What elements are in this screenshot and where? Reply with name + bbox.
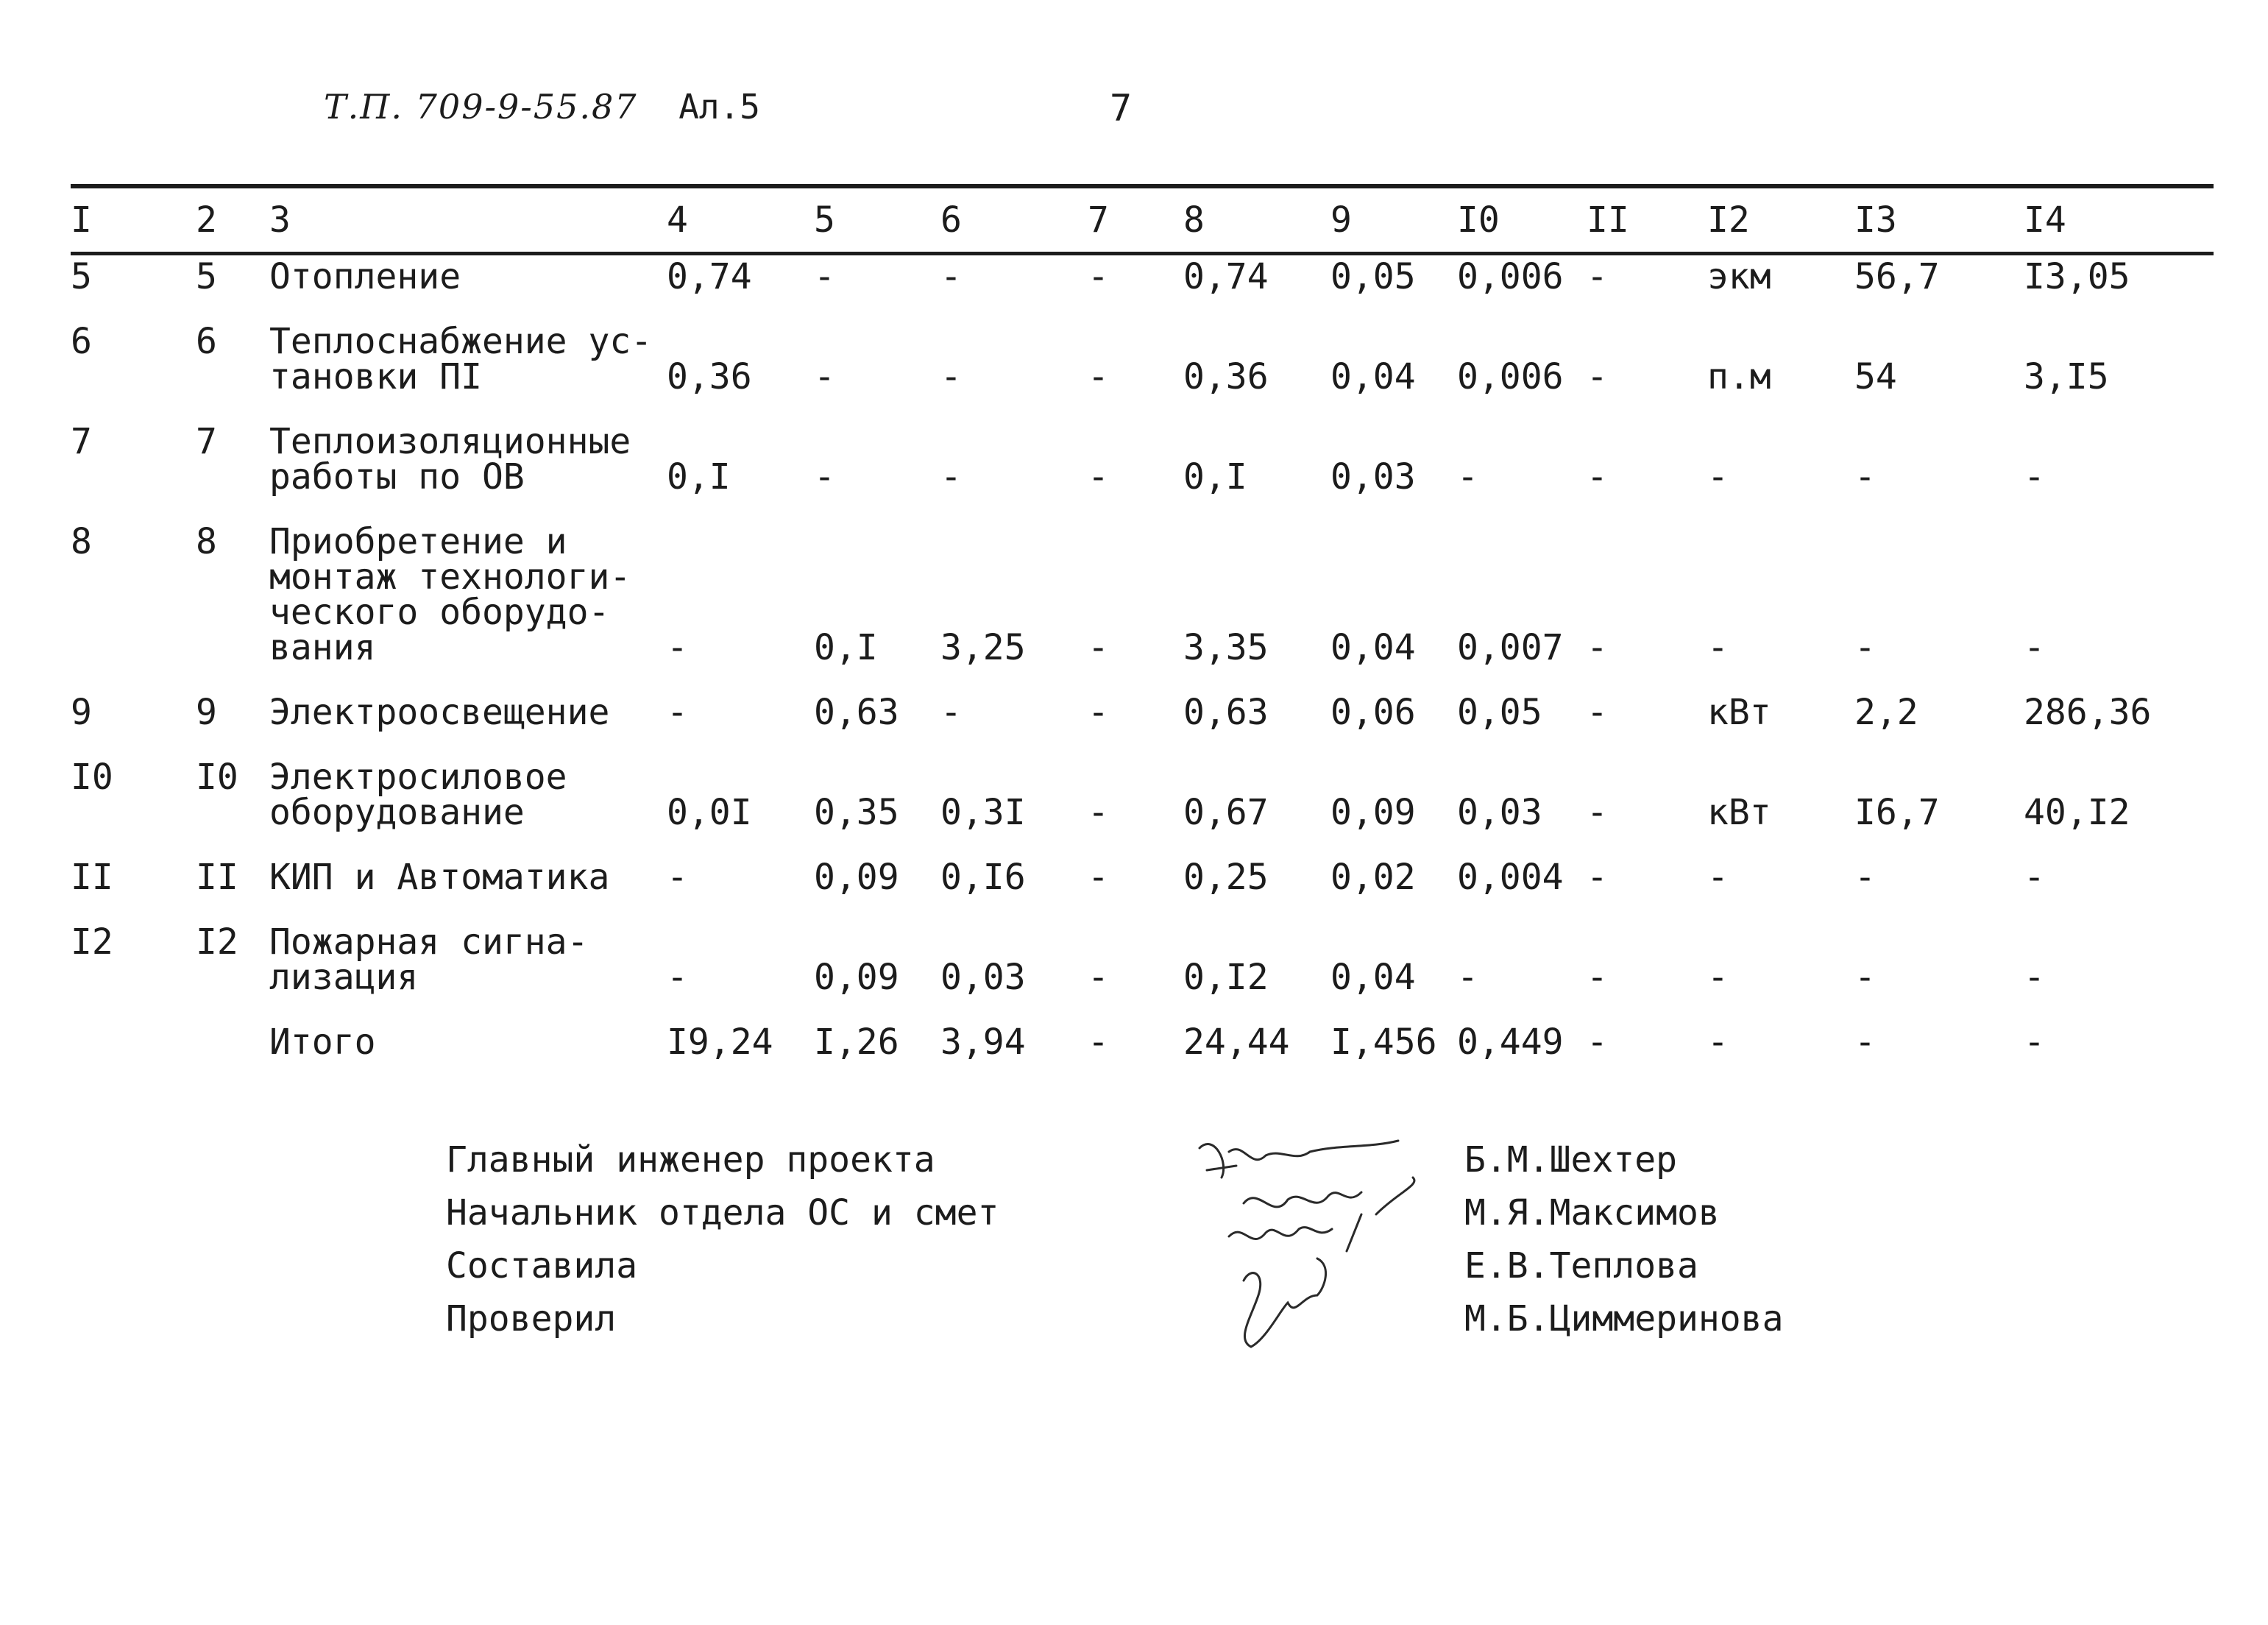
cell-value: - <box>1587 957 1608 998</box>
cell-value: 0,63 <box>1183 692 1269 733</box>
cell-value: - <box>1587 792 1608 833</box>
item-name-line: вания <box>269 627 376 668</box>
table-row <box>71 394 2214 498</box>
cell-value: - <box>1088 256 1109 297</box>
cell-value: - <box>1707 1022 1729 1063</box>
cell-value: I9,24 <box>667 1022 773 1063</box>
table-row <box>71 252 2214 297</box>
table-header-row <box>71 188 2214 252</box>
cell-value: 0,I <box>814 627 878 668</box>
signatory-role: Составила <box>446 1245 638 1286</box>
cell-value: - <box>1587 356 1608 397</box>
cell-value: - <box>1587 256 1608 297</box>
column-header: I4 <box>2024 199 2066 241</box>
signatory-names <box>1464 1133 1783 1345</box>
cell-value: 0,3I <box>940 792 1026 833</box>
cell-value: 0,04 <box>1330 957 1416 998</box>
cell-value: 0,67 <box>1183 792 1269 833</box>
cell-value: - <box>1707 456 1729 498</box>
signatory-roles <box>446 1133 999 1345</box>
cell-value: I,26 <box>814 1022 899 1063</box>
cell-value: 0,02 <box>1330 857 1416 898</box>
cell-value: 3,25 <box>940 627 1026 668</box>
cell-value: 3,94 <box>940 1022 1026 1063</box>
cell-value: 0,I <box>1183 456 1247 498</box>
table-row <box>71 995 2214 1063</box>
item-name-line: ческого оборудо- <box>269 592 610 633</box>
item-name <box>269 857 667 898</box>
cell-value: 0,63 <box>814 692 899 733</box>
column-header: I3 <box>1854 199 1897 241</box>
cell-value: 3,35 <box>1183 627 1269 668</box>
cell-value: - <box>1088 627 1109 668</box>
item-name-line: Теплоснабжение ус- <box>269 321 653 362</box>
row-number: II <box>71 857 113 898</box>
cell-value: - <box>667 957 688 998</box>
signatory-name: Е.В.Теплова <box>1464 1245 1698 1286</box>
cell-value: кВт <box>1707 792 1771 833</box>
table-row <box>71 895 2214 998</box>
cell-value: 0,74 <box>1183 256 1269 297</box>
cell-value: 0,449 <box>1457 1022 1564 1063</box>
sheet-label: Ал.5 <box>678 87 760 127</box>
cell-value: - <box>1088 456 1109 498</box>
cell-value: - <box>1587 627 1608 668</box>
cell-value: - <box>1088 957 1109 998</box>
row-number: I0 <box>196 757 238 798</box>
table-row <box>71 495 2214 668</box>
cell-value: - <box>814 356 835 397</box>
cell-value: - <box>1854 627 1876 668</box>
cell-value: - <box>1707 957 1729 998</box>
column-header: 5 <box>814 199 835 241</box>
cell-value: - <box>1854 1022 1876 1063</box>
cell-value: I6,7 <box>1854 792 1940 833</box>
item-name <box>269 692 667 733</box>
item-name-line: Отопление <box>269 256 461 297</box>
cell-value: 0,05 <box>1457 692 1542 733</box>
cell-value: 56,7 <box>1854 256 1940 297</box>
item-name-line: тановки ПI <box>269 356 482 397</box>
column-header: I2 <box>1707 199 1750 241</box>
column-header: 8 <box>1183 199 1205 241</box>
item-name-line: Приобретение и <box>269 521 567 562</box>
cell-value: 24,44 <box>1183 1022 1290 1063</box>
cell-value: - <box>1707 857 1729 898</box>
cell-value: - <box>1088 857 1109 898</box>
handwritten-signatures <box>1177 1119 1442 1384</box>
cell-value: 40,I2 <box>2024 792 2130 833</box>
cell-value: - <box>1088 692 1109 733</box>
cell-value: 0,007 <box>1457 627 1564 668</box>
row-number: 9 <box>196 692 217 733</box>
cell-value: - <box>1854 857 1876 898</box>
cell-value: - <box>1587 456 1608 498</box>
row-number: 8 <box>71 521 92 562</box>
cell-value: 3,I5 <box>2024 356 2109 397</box>
table-row <box>71 730 2214 833</box>
column-header: 7 <box>1088 199 1109 241</box>
column-header: 2 <box>196 199 217 241</box>
signatory-role: Главный инженер проекта <box>446 1139 935 1180</box>
cell-value: - <box>1587 692 1608 733</box>
row-number: 5 <box>196 256 217 297</box>
cell-value: - <box>1088 1022 1109 1063</box>
cell-value: 286,36 <box>2024 692 2152 733</box>
cell-value: 0,I2 <box>1183 957 1269 998</box>
cell-value: - <box>940 356 962 397</box>
cell-value: I,456 <box>1330 1022 1437 1063</box>
row-number: 7 <box>71 421 92 462</box>
item-name-line: КИП и Автоматика <box>269 857 610 898</box>
row-number: I2 <box>196 921 238 963</box>
row-number: 9 <box>71 692 92 733</box>
cell-value: I3,05 <box>2024 256 2130 297</box>
cell-value: - <box>940 256 962 297</box>
cell-value: - <box>667 627 688 668</box>
cell-value: 0,05 <box>1330 256 1416 297</box>
signatory-name: М.Б.Циммеринова <box>1464 1298 1784 1339</box>
column-header: II <box>1587 199 1629 241</box>
cell-value: - <box>667 692 688 733</box>
page-number: 7 <box>1110 87 1133 130</box>
item-name <box>269 1022 667 1063</box>
item-name <box>269 757 667 833</box>
table-row <box>71 665 2214 733</box>
row-number: 8 <box>196 521 217 562</box>
cell-value: экм <box>1707 256 1771 297</box>
cell-value: 0,25 <box>1183 857 1269 898</box>
cell-value: - <box>667 857 688 898</box>
signatory-name: Б.М.Шехтер <box>1464 1139 1677 1180</box>
cell-value: - <box>2024 957 2045 998</box>
item-name <box>269 521 667 668</box>
cell-value: 0,006 <box>1457 256 1564 297</box>
cell-value: - <box>1088 792 1109 833</box>
cell-value: 0,06 <box>1330 692 1416 733</box>
cell-value: - <box>940 692 962 733</box>
cell-value: - <box>2024 627 2045 668</box>
cell-value: - <box>1854 456 1876 498</box>
cell-value: - <box>2024 1022 2045 1063</box>
estimate-table <box>71 188 2214 1063</box>
item-name <box>269 256 667 297</box>
item-name-line: Пожарная сигна- <box>269 921 589 963</box>
cell-value: 0,74 <box>667 256 752 297</box>
column-header: I0 <box>1457 199 1500 241</box>
cell-value: п.м <box>1707 356 1771 397</box>
row-number: 6 <box>196 321 217 362</box>
cell-value: 0,03 <box>940 957 1026 998</box>
row-number: 6 <box>71 321 92 362</box>
row-number: II <box>196 857 238 898</box>
cell-value: 0,04 <box>1330 627 1416 668</box>
item-name-line: Итого <box>269 1022 376 1063</box>
cell-value: 0,0I <box>667 792 752 833</box>
cell-value: 0,09 <box>1330 792 1416 833</box>
item-name <box>269 421 667 498</box>
item-name-line: Теплоизоляционные <box>269 421 631 462</box>
item-name-line: Электроосвещение <box>269 692 610 733</box>
column-header: 3 <box>269 199 291 241</box>
cell-value: 2,2 <box>1854 692 1918 733</box>
cell-value: - <box>1088 356 1109 397</box>
table-row <box>71 294 2214 397</box>
cell-value: 0,35 <box>814 792 899 833</box>
item-name-line: монтаж технологи- <box>269 556 631 598</box>
cell-value: 54 <box>1854 356 1897 397</box>
column-header: 9 <box>1330 199 1352 241</box>
cell-value: - <box>1587 857 1608 898</box>
item-name <box>269 921 667 998</box>
cell-value: 0,09 <box>814 857 899 898</box>
row-number: 5 <box>71 256 92 297</box>
row-number: I0 <box>71 757 113 798</box>
cell-value: 0,09 <box>814 957 899 998</box>
item-name-line: оборудование <box>269 792 525 833</box>
cell-value: - <box>1457 456 1478 498</box>
document-header <box>324 87 760 127</box>
row-number: I2 <box>71 921 113 963</box>
cell-value: - <box>814 256 835 297</box>
cell-value: 0,006 <box>1457 356 1564 397</box>
cell-value: 0,004 <box>1457 857 1564 898</box>
column-header: I <box>71 199 92 241</box>
cell-value: - <box>1587 1022 1608 1063</box>
signatory-role: Начальник отдела ОС и смет <box>446 1192 999 1233</box>
cell-value: - <box>814 456 835 498</box>
row-number: 7 <box>196 421 217 462</box>
item-name-line: работы по ОВ <box>269 456 525 498</box>
cell-value: - <box>940 456 962 498</box>
cell-value: - <box>1457 957 1478 998</box>
table-row <box>71 830 2214 898</box>
cell-value: кВт <box>1707 692 1771 733</box>
cell-value: 0,36 <box>667 356 752 397</box>
cell-value: 0,36 <box>1183 356 1269 397</box>
cell-value: - <box>2024 857 2045 898</box>
doc-code: Т.П. 709-9-55.87 <box>324 87 638 127</box>
table-body <box>71 252 2214 1063</box>
item-name-line: Электросиловое <box>269 757 567 798</box>
column-header: 4 <box>667 199 688 241</box>
item-name <box>269 321 667 397</box>
cell-value: 0,04 <box>1330 356 1416 397</box>
cell-value: 0,I6 <box>940 857 1026 898</box>
signatory-role: Проверил <box>446 1298 617 1339</box>
cell-value: - <box>1854 957 1876 998</box>
cell-value: 0,03 <box>1330 456 1416 498</box>
cell-value: 0,03 <box>1457 792 1542 833</box>
cell-value: 0,I <box>667 456 731 498</box>
column-header: 6 <box>940 199 962 241</box>
cell-value: - <box>2024 456 2045 498</box>
signatory-name: М.Я.Максимов <box>1464 1192 1720 1233</box>
item-name-line: лизация <box>269 957 419 998</box>
cell-value: - <box>1707 627 1729 668</box>
